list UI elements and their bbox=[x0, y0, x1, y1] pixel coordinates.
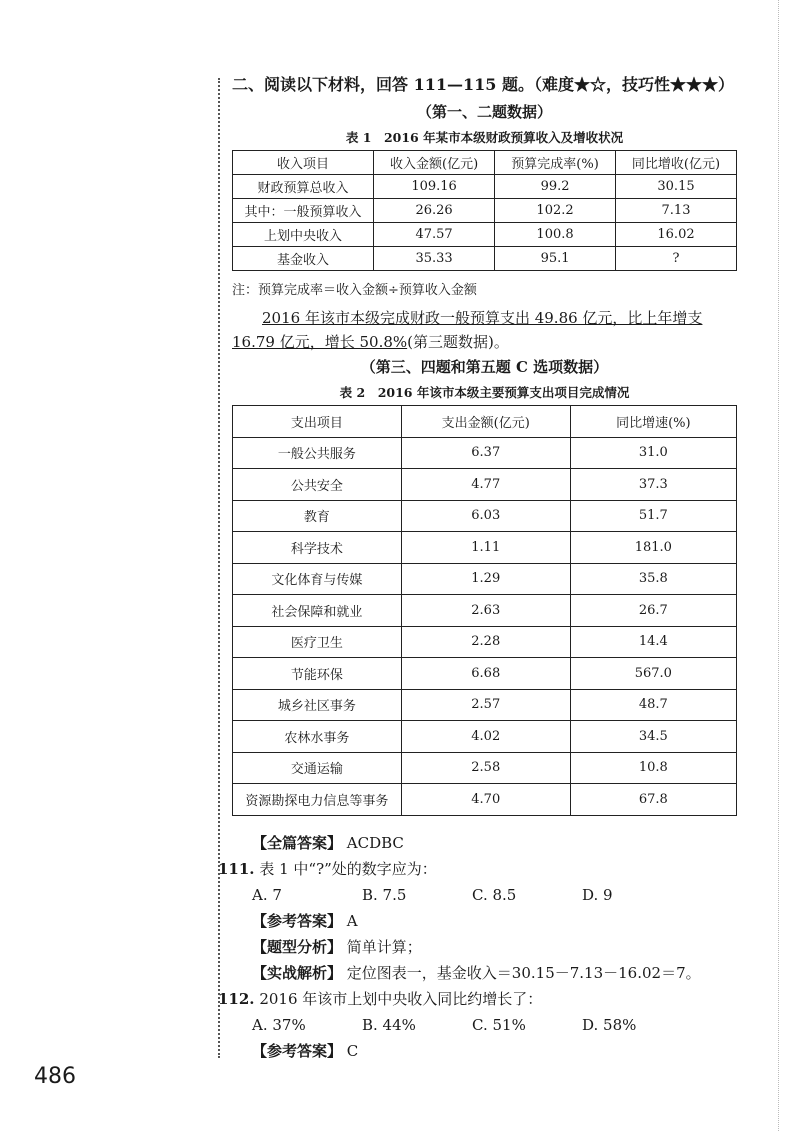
paragraph-underlined-text: 2016 年该市本级完成财政一般预算支出 49.86 亿元，比上年增支 16.79 亿元，增长 50.8% bbox=[232, 309, 703, 351]
table2-cell: 一般公共服务 bbox=[233, 437, 402, 469]
table2-cell: 6.68 bbox=[401, 658, 570, 690]
table2-cell: 医疗卫生 bbox=[233, 626, 402, 658]
table1-cell: 102.2 bbox=[495, 199, 616, 223]
option-b: B. 44% bbox=[362, 1015, 416, 1034]
paragraph-tail-text: (第三题数据)。 bbox=[407, 333, 509, 351]
table2-cell: 2.28 bbox=[401, 626, 570, 658]
table1-note: 注：预算完成率＝收入金额÷预算收入金额 bbox=[232, 283, 477, 298]
subtitle-data-2: （第三、四题和第五题 C 选项数据） bbox=[360, 358, 609, 376]
table2-cell: 4.77 bbox=[401, 469, 570, 501]
table1-row bbox=[233, 199, 737, 223]
table1-cell: 7.13 bbox=[616, 199, 737, 223]
table2-cell: 14.4 bbox=[570, 626, 736, 658]
table1-cell: 26.26 bbox=[374, 199, 495, 223]
table2-row bbox=[233, 500, 737, 532]
q111-type-analysis bbox=[252, 934, 737, 960]
table1-cell: 100.8 bbox=[495, 223, 616, 247]
reference-answer-value: A bbox=[346, 911, 358, 930]
table2-cell: 37.3 bbox=[570, 469, 736, 501]
question-112 bbox=[218, 986, 737, 1012]
binding-edge-line bbox=[778, 0, 783, 1131]
table2-cell: 6.03 bbox=[401, 500, 570, 532]
table1-row bbox=[233, 175, 737, 199]
table2-cell: 181.0 bbox=[570, 532, 736, 564]
question-111 bbox=[218, 856, 737, 882]
option-d: D. 58% bbox=[582, 1015, 637, 1034]
section-title: 二、阅读以下材料，回答 111—115 题。（难度★☆，技巧性★★★） bbox=[232, 75, 734, 94]
page-number: 486 bbox=[34, 1064, 76, 1089]
option-b: B. 7.5 bbox=[362, 885, 407, 904]
table1-cell: 47.57 bbox=[374, 223, 495, 247]
table2-cell: 1.11 bbox=[401, 532, 570, 564]
reference-answer-value: C bbox=[346, 1041, 359, 1060]
table2-cell: 31.0 bbox=[570, 437, 736, 469]
table2-cell: 2.63 bbox=[401, 595, 570, 627]
option-c: C. 51% bbox=[472, 1015, 526, 1034]
table2-row bbox=[233, 563, 737, 595]
table2-cell: 4.70 bbox=[401, 784, 570, 816]
table2-row bbox=[233, 595, 737, 627]
table1-cell: 16.02 bbox=[616, 223, 737, 247]
table1-row bbox=[233, 223, 737, 247]
table1-cell: 其中：一般预算收入 bbox=[233, 199, 374, 223]
table2-header-cell: 支出金额(亿元) bbox=[401, 406, 570, 438]
table2-cell: 35.8 bbox=[570, 563, 736, 595]
table2-row bbox=[233, 721, 737, 753]
table2-cell: 教育 bbox=[233, 500, 402, 532]
option-a: A. 7 bbox=[252, 885, 282, 904]
full-answer-line bbox=[252, 830, 737, 856]
table2-cell: 6.37 bbox=[401, 437, 570, 469]
table2 bbox=[232, 405, 737, 816]
table1-cell: ? bbox=[616, 247, 737, 271]
table1 bbox=[232, 150, 737, 271]
table1-cell: 基金收入 bbox=[233, 247, 374, 271]
table2-cell: 567.0 bbox=[570, 658, 736, 690]
type-analysis-label: 【题型分析】 bbox=[252, 937, 343, 956]
question-111-number: 111. bbox=[218, 859, 255, 878]
table1-row bbox=[233, 247, 737, 271]
question-111-options bbox=[252, 882, 737, 908]
spending-paragraph bbox=[232, 306, 737, 354]
table2-row bbox=[233, 784, 737, 816]
table1-caption: 表 1 2016 年某市本级财政预算收入及增收状况 bbox=[345, 130, 624, 145]
table2-cell: 48.7 bbox=[570, 689, 736, 721]
option-c: C. 8.5 bbox=[472, 885, 517, 904]
table2-row bbox=[233, 469, 737, 501]
table2-cell: 26.7 bbox=[570, 595, 736, 627]
q111-solution bbox=[252, 960, 737, 986]
table2-cell: 城乡社区事务 bbox=[233, 689, 402, 721]
full-answer-label: 【全篇答案】 bbox=[252, 833, 343, 852]
table2-cell: 2.57 bbox=[401, 689, 570, 721]
table1-cell: 109.16 bbox=[374, 175, 495, 199]
table2-header-cell: 同比增速(%) bbox=[570, 406, 736, 438]
table1-header-cell: 收入项目 bbox=[233, 151, 374, 175]
full-answer-value: ACDBC bbox=[346, 833, 404, 852]
table2-row bbox=[233, 658, 737, 690]
table2-cell: 节能环保 bbox=[233, 658, 402, 690]
table1-header-cell: 同比增收(亿元) bbox=[616, 151, 737, 175]
question-111-text: 表 1 中“?”处的数字应为： bbox=[259, 859, 437, 878]
page-content bbox=[218, 72, 737, 1064]
type-analysis-value: 简单计算； bbox=[346, 937, 422, 956]
table2-cell: 4.02 bbox=[401, 721, 570, 753]
table2-row bbox=[233, 689, 737, 721]
option-a: A. 37% bbox=[252, 1015, 306, 1034]
question-112-text: 2016 年该市上划中央收入同比约增长了： bbox=[259, 989, 543, 1008]
table2-cell: 51.7 bbox=[570, 500, 736, 532]
table2-row bbox=[233, 752, 737, 784]
table2-row bbox=[233, 626, 737, 658]
table2-cell: 1.29 bbox=[401, 563, 570, 595]
table2-cell: 34.5 bbox=[570, 721, 736, 753]
table2-cell: 10.8 bbox=[570, 752, 736, 784]
table2-header-cell: 支出项目 bbox=[233, 406, 402, 438]
table1-header-row bbox=[233, 151, 737, 175]
table2-header-row bbox=[233, 406, 737, 438]
table1-header-cell: 预算完成率(%) bbox=[495, 151, 616, 175]
margin-dotted-line bbox=[218, 78, 226, 1058]
table2-cell: 农林水事务 bbox=[233, 721, 402, 753]
reference-answer-label: 【参考答案】 bbox=[252, 911, 343, 930]
table1-cell: 财政预算总收入 bbox=[233, 175, 374, 199]
solution-label: 【实战解析】 bbox=[252, 963, 343, 982]
solution-value: 定位图表一，基金收入＝30.15－7.13－16.02＝7。 bbox=[346, 963, 701, 982]
table2-caption: 表 2 2016 年该市本级主要预算支出项目完成情况 bbox=[339, 385, 630, 400]
table2-cell: 2.58 bbox=[401, 752, 570, 784]
subtitle-data-1: （第一、二题数据） bbox=[416, 103, 552, 121]
question-112-options bbox=[252, 1012, 737, 1038]
table1-cell: 上划中央收入 bbox=[233, 223, 374, 247]
reference-answer-label: 【参考答案】 bbox=[252, 1041, 343, 1060]
table2-cell: 资源勘探电力信息等事务 bbox=[233, 784, 402, 816]
option-d: D. 9 bbox=[582, 885, 613, 904]
table2-cell: 交通运输 bbox=[233, 752, 402, 784]
q111-reference-answer bbox=[252, 908, 737, 934]
table2-cell: 67.8 bbox=[570, 784, 736, 816]
table2-row bbox=[233, 437, 737, 469]
question-112-number: 112. bbox=[218, 989, 255, 1008]
q112-reference-answer bbox=[252, 1038, 737, 1064]
table1-cell: 95.1 bbox=[495, 247, 616, 271]
table2-row bbox=[233, 532, 737, 564]
table1-header-cell: 收入金额(亿元) bbox=[374, 151, 495, 175]
table2-cell: 公共安全 bbox=[233, 469, 402, 501]
table2-cell: 社会保障和就业 bbox=[233, 595, 402, 627]
table2-cell: 文化体育与传媒 bbox=[233, 563, 402, 595]
table1-cell: 35.33 bbox=[374, 247, 495, 271]
table2-cell: 科学技术 bbox=[233, 532, 402, 564]
table1-cell: 30.15 bbox=[616, 175, 737, 199]
table1-cell: 99.2 bbox=[495, 175, 616, 199]
